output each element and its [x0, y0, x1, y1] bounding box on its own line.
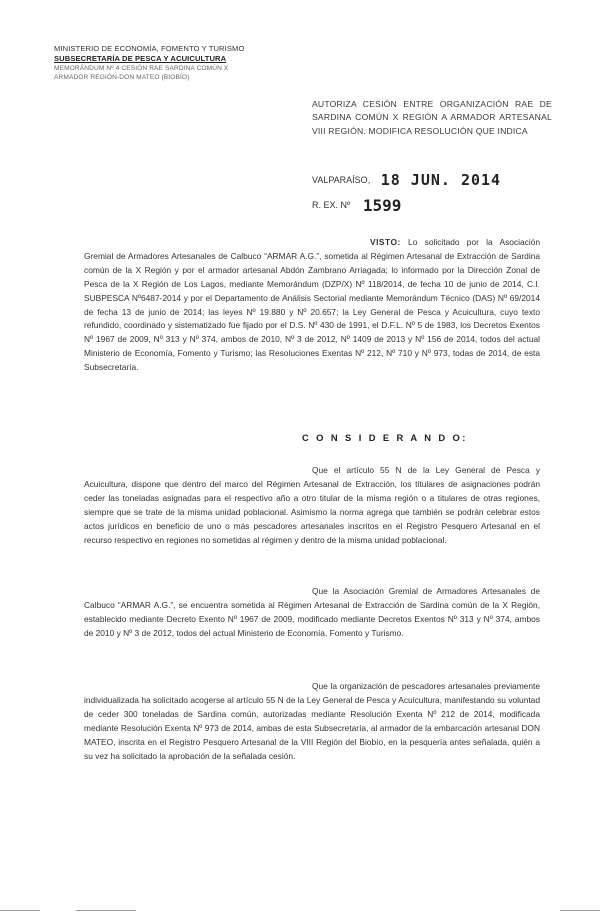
considerando-paragraph-3: [84, 680, 540, 763]
resolution-number: 1599: [362, 196, 402, 215]
visto-paragraph: [84, 236, 540, 375]
date-stamp: 18 JUN. 2014: [380, 171, 502, 189]
considerando-text-2: Que la Asociación Gremial de Armadores Artesanales de Calbuco “ARMAR A.G.”, se encuentra sometida al Régimen Artesanal de Extracción de Sardina común de la X Región, establecido mediante Decreto Exento Nº 1967 de 2009, modificado mediante Decretos Exentos Nº 313 y Nº 374, ambos de 2010 y Nº 3 de 2012, todos del actual Ministerio de Economía, Fomento y Turismo.: [84, 586, 540, 638]
footer-rules: [0, 907, 600, 913]
letterhead: [54, 44, 274, 82]
resolution-number-line: [312, 196, 401, 215]
memo-reference-1: MEMORÁNDUM Nº 4 CESIÓN RAE SARDINA COMÚN X: [54, 65, 229, 72]
footer-rule-mid: [76, 910, 136, 911]
date-place: VALPARAÍSO,: [312, 175, 371, 185]
memo-reference-2: ARMADOR REGIÓN-DON MATEO (BIOBÍO): [54, 74, 190, 81]
resolution-subject: AUTORIZA CESIÓN ENTRE ORGANIZACIÓN RAE DE SARDINA COMÚN X REGIÓN A ARMADOR ARTESANAL VIII REGIÓN. MODIFICA RESOLUCIÓN QUE INDICA: [312, 99, 552, 136]
subsecretaria-name: SUBSECRETARÍA DE PESCA Y ACUICULTURA: [54, 54, 227, 63]
resolution-label: R. EX. Nº: [312, 199, 351, 210]
dateline: [312, 171, 501, 189]
considerando-heading: C O N S I D E R A N D O:: [302, 432, 468, 443]
considerando-paragraph-2: [84, 585, 540, 641]
considerando-paragraph-1: [84, 464, 540, 547]
visto-label: VISTO:: [370, 237, 401, 247]
footer-rule-right: [560, 910, 600, 911]
ministry-name: MINISTERIO DE ECONOMÍA, FOMENTO Y TURISMO: [54, 44, 245, 53]
considerando-text-3: Que la organización de pescadores artesanales previamente individualizada ha solicitado acogerse al artículo 55 N de la Ley General de Pesca y Acuicultura, manifestando su voluntad de ceder 300 toneladas de Sardina común, autorizadas mediante Resolución Exenta Nº 212 de 2014, modificada mediante Resolución Exenta Nº 973 de 2014, ambas de esta Subsecretaría, al armador de la embarcación artesanal DON MATEO, inscrita en el Registro Pesquero Artesanal de la VIII Región del Biobío, en la pesquería antes señalada, quién a su vez ha solicitado la aprobación de la señalada cesión.: [84, 681, 540, 761]
visto-text: Lo solicitado por la Asociación Gremial de Armadores Artesanales de Calbuco “ARMAR A.G.”, sometida al Régimen Artesanal de Extracción de Sardina común de la X Región y por el armador artesanal Abdón Zambrano Arriagada; lo informado por la Dirección Zonal de Pesca de la X Región de Los Lagos, mediante Memorándum (DZP/X) Nº 118/2014, de fecha 10 de junio de 2014, C.I. SUBPESCA Nº6487-2014 y por el Departamento de Análisis Sectorial mediante Memorándum Técnico (DAS) Nº 69/2014 de fecha 13 de junio de 2014; las leyes Nº 19.880 y Nº 20.657; la Ley General de Pesca y Acuicultura, cuyo texto refundido, coordinado y sistematizado fue fijado por el D.S. Nº 430 de 1991, el D.F.L. Nº 5 de 1983, los Decretos Exentos Nº 1967 de 2009, Nº 313 y Nº 374, ambos de 2010, Nº 3 de 2012, Nº 1409 de 2013 y Nº 156 de 2014, todos del actual Ministerio de Economía, Fomento y Turismo; las Resoluciones Exentas Nº 212, Nº 710 y Nº 973, todas de 2014, de esta Subsecretaría.: [84, 237, 540, 373]
considerando-text-1: Que el artículo 55 N de la Ley General de Pesca y Acuicultura, dispone que dentro del marco del Régimen Artesanal de Extracción, los titulares de asignaciones podrán ceder las toneladas asignadas para el respectivo año a otro titular de la misma región o a titulares de otras regiones, siempre que se trate de la misma unidad poblacional. Asimismo la norma agrega que también se podrán celebrar estos actos jurídicos en beneficio de uno o más pescadores artesanales inscritos en el Registro Pesquero Artesanal en el recurso respectivo en regiones no sometidas al régimen y dentro de la misma unidad poblacional.: [84, 465, 540, 545]
footer-rule-left: [0, 910, 40, 911]
